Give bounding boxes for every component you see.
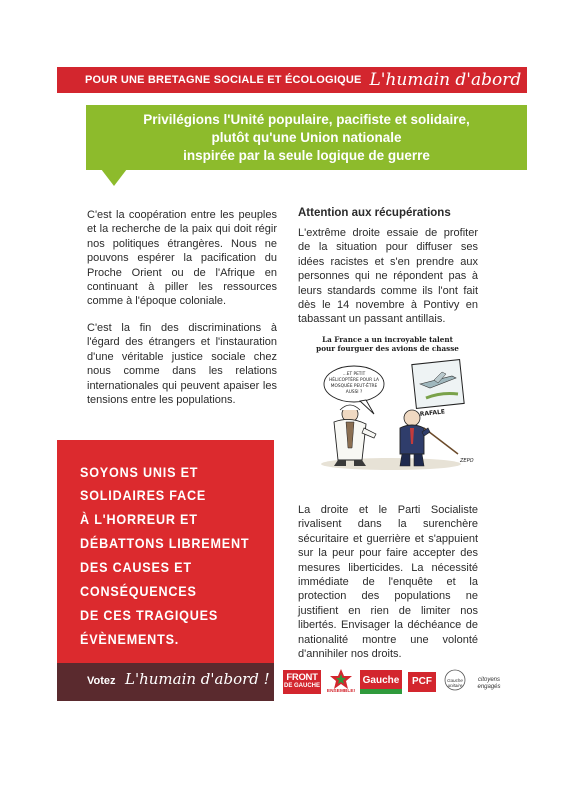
cartoon-signature: ZEPO <box>460 458 474 464</box>
cartoon-drawing <box>296 336 479 480</box>
gauche-logo <box>360 670 402 694</box>
fdg-logo-line-2: DE GAUCHE <box>283 683 320 689</box>
headline-line-3: inspirée par la seule logique de guerre <box>183 147 430 163</box>
slogan-line-4: DÉBATTONS LIBREMENT <box>80 536 250 552</box>
slogan-line-1: SOYONS UNIS ET <box>80 465 199 481</box>
cartoon-bubble-line-3: MOSQUÉE PEUT-ÊTRE <box>330 384 378 389</box>
ensemble-logo-text: ENSEMBLE! <box>326 689 356 694</box>
cartoon-bubble-line-1: ...ET PETIT <box>342 372 366 377</box>
headline-line-2: plutôt qu'une Union nationale <box>211 129 402 145</box>
gauche-logo-text: Gauche <box>362 675 400 686</box>
slogan-box <box>57 440 274 701</box>
left-paragraph-2: C'est la fin des discriminations à l'égard des étrangers et l'instauration d'une véritable justice sociale chez nous comme dans les relations internationales qui peuvent apaiser les tensions entre les populations. <box>87 322 277 407</box>
top-banner <box>57 67 534 93</box>
headline-box <box>86 105 527 170</box>
gauche-logo-bar <box>360 689 402 694</box>
front-de-gauche-logo <box>283 670 321 694</box>
ensemble-star-icon <box>328 668 354 690</box>
cartoon-bubble-line-4: AUSSI ? <box>345 390 363 395</box>
slogan-line-3: À L'HORREUR ET <box>80 512 198 528</box>
vote-label: Votez <box>87 675 116 687</box>
citoyens-logo-line-1: citoyens <box>477 677 500 683</box>
headline-line-1: Privilégions l'Unité populaire, pacifiste et solidaire, <box>143 111 470 127</box>
slogan-line-2: SOLIDAIRES FACE <box>80 488 207 504</box>
banner-slogan-script: L'humain d'abord ! <box>369 70 534 90</box>
vote-script: L'humain d'abord ! <box>125 670 270 688</box>
citoyens-logo-line-2: engagés <box>477 684 501 690</box>
slogan-line-7: DE CES TRAGIQUES <box>80 608 219 624</box>
slogan-line-5: DES CAUSES ET <box>80 560 192 576</box>
slogan-line-8: ÉVÈNEMENTS. <box>80 632 180 648</box>
banner-tagline <box>57 74 362 86</box>
cartoon-caption-line-2: pour fourguer des avions de chasse <box>316 343 459 353</box>
headline-box-tail <box>101 169 127 186</box>
fdg-logo-line-1: FRONT <box>286 672 318 683</box>
citoyens-engages-logo <box>471 670 507 692</box>
vote-bar <box>57 663 274 701</box>
small-party-logo-text: Gauche unitaire <box>447 678 463 688</box>
banner-tagline-bold: SOCIALE ET ÉCOLOGIQUE <box>213 74 362 86</box>
right-paragraph-2: La droite et le Parti Socialiste rivalisent dans la surenchère sécuritaire et guerrière et s'appuient sur la peur pour faire accepter des mesures liberticides. La nécessité immédiate de l'enquête et la protection des populations ne justifient en rien de limiter nos libertés. Envisager la déchéance de nationalité montre une volonté d'annihiler nos droits. <box>298 504 478 661</box>
right-paragraph-1: L'extrême droite essaie de profiter de la situation pour diffuser ses idées racistes et s'en prendre aux personnes qui ne répondent pas à leurs standards comme ils l'ont fait dès le 14 novembre à Pontivy en tabassant un passant antillais. <box>298 227 478 326</box>
slogan-line-6: CONSÉQUENCES <box>80 584 197 600</box>
cartoon-bubble-line-2: HÉLICOPTÈRE POUR LA <box>329 378 379 383</box>
banner-tagline-prefix: POUR UNE BRETAGNE <box>85 74 214 86</box>
right-column-title: Attention aux récupérations <box>298 207 451 219</box>
pcf-logo <box>408 672 436 692</box>
left-paragraph-1: C'est la coopération entre les peuples et la recherche de la paix qui doit régir nos politiques étrangères. Nous ne pouvons espérer la pacification du Proche Orient ou de l'Afrique en continuant à piller les ressources comme à l'époque coloniale. <box>87 209 277 308</box>
cartoon-sign-text: RAFALE <box>419 408 446 418</box>
cartoon-caption-line-1: La France a un incroyable talent <box>322 335 453 344</box>
ensemble-logo <box>328 668 354 696</box>
pcf-logo-text: PCF <box>412 676 432 687</box>
cartoon-illustration <box>296 336 479 480</box>
small-party-logo <box>443 668 467 694</box>
